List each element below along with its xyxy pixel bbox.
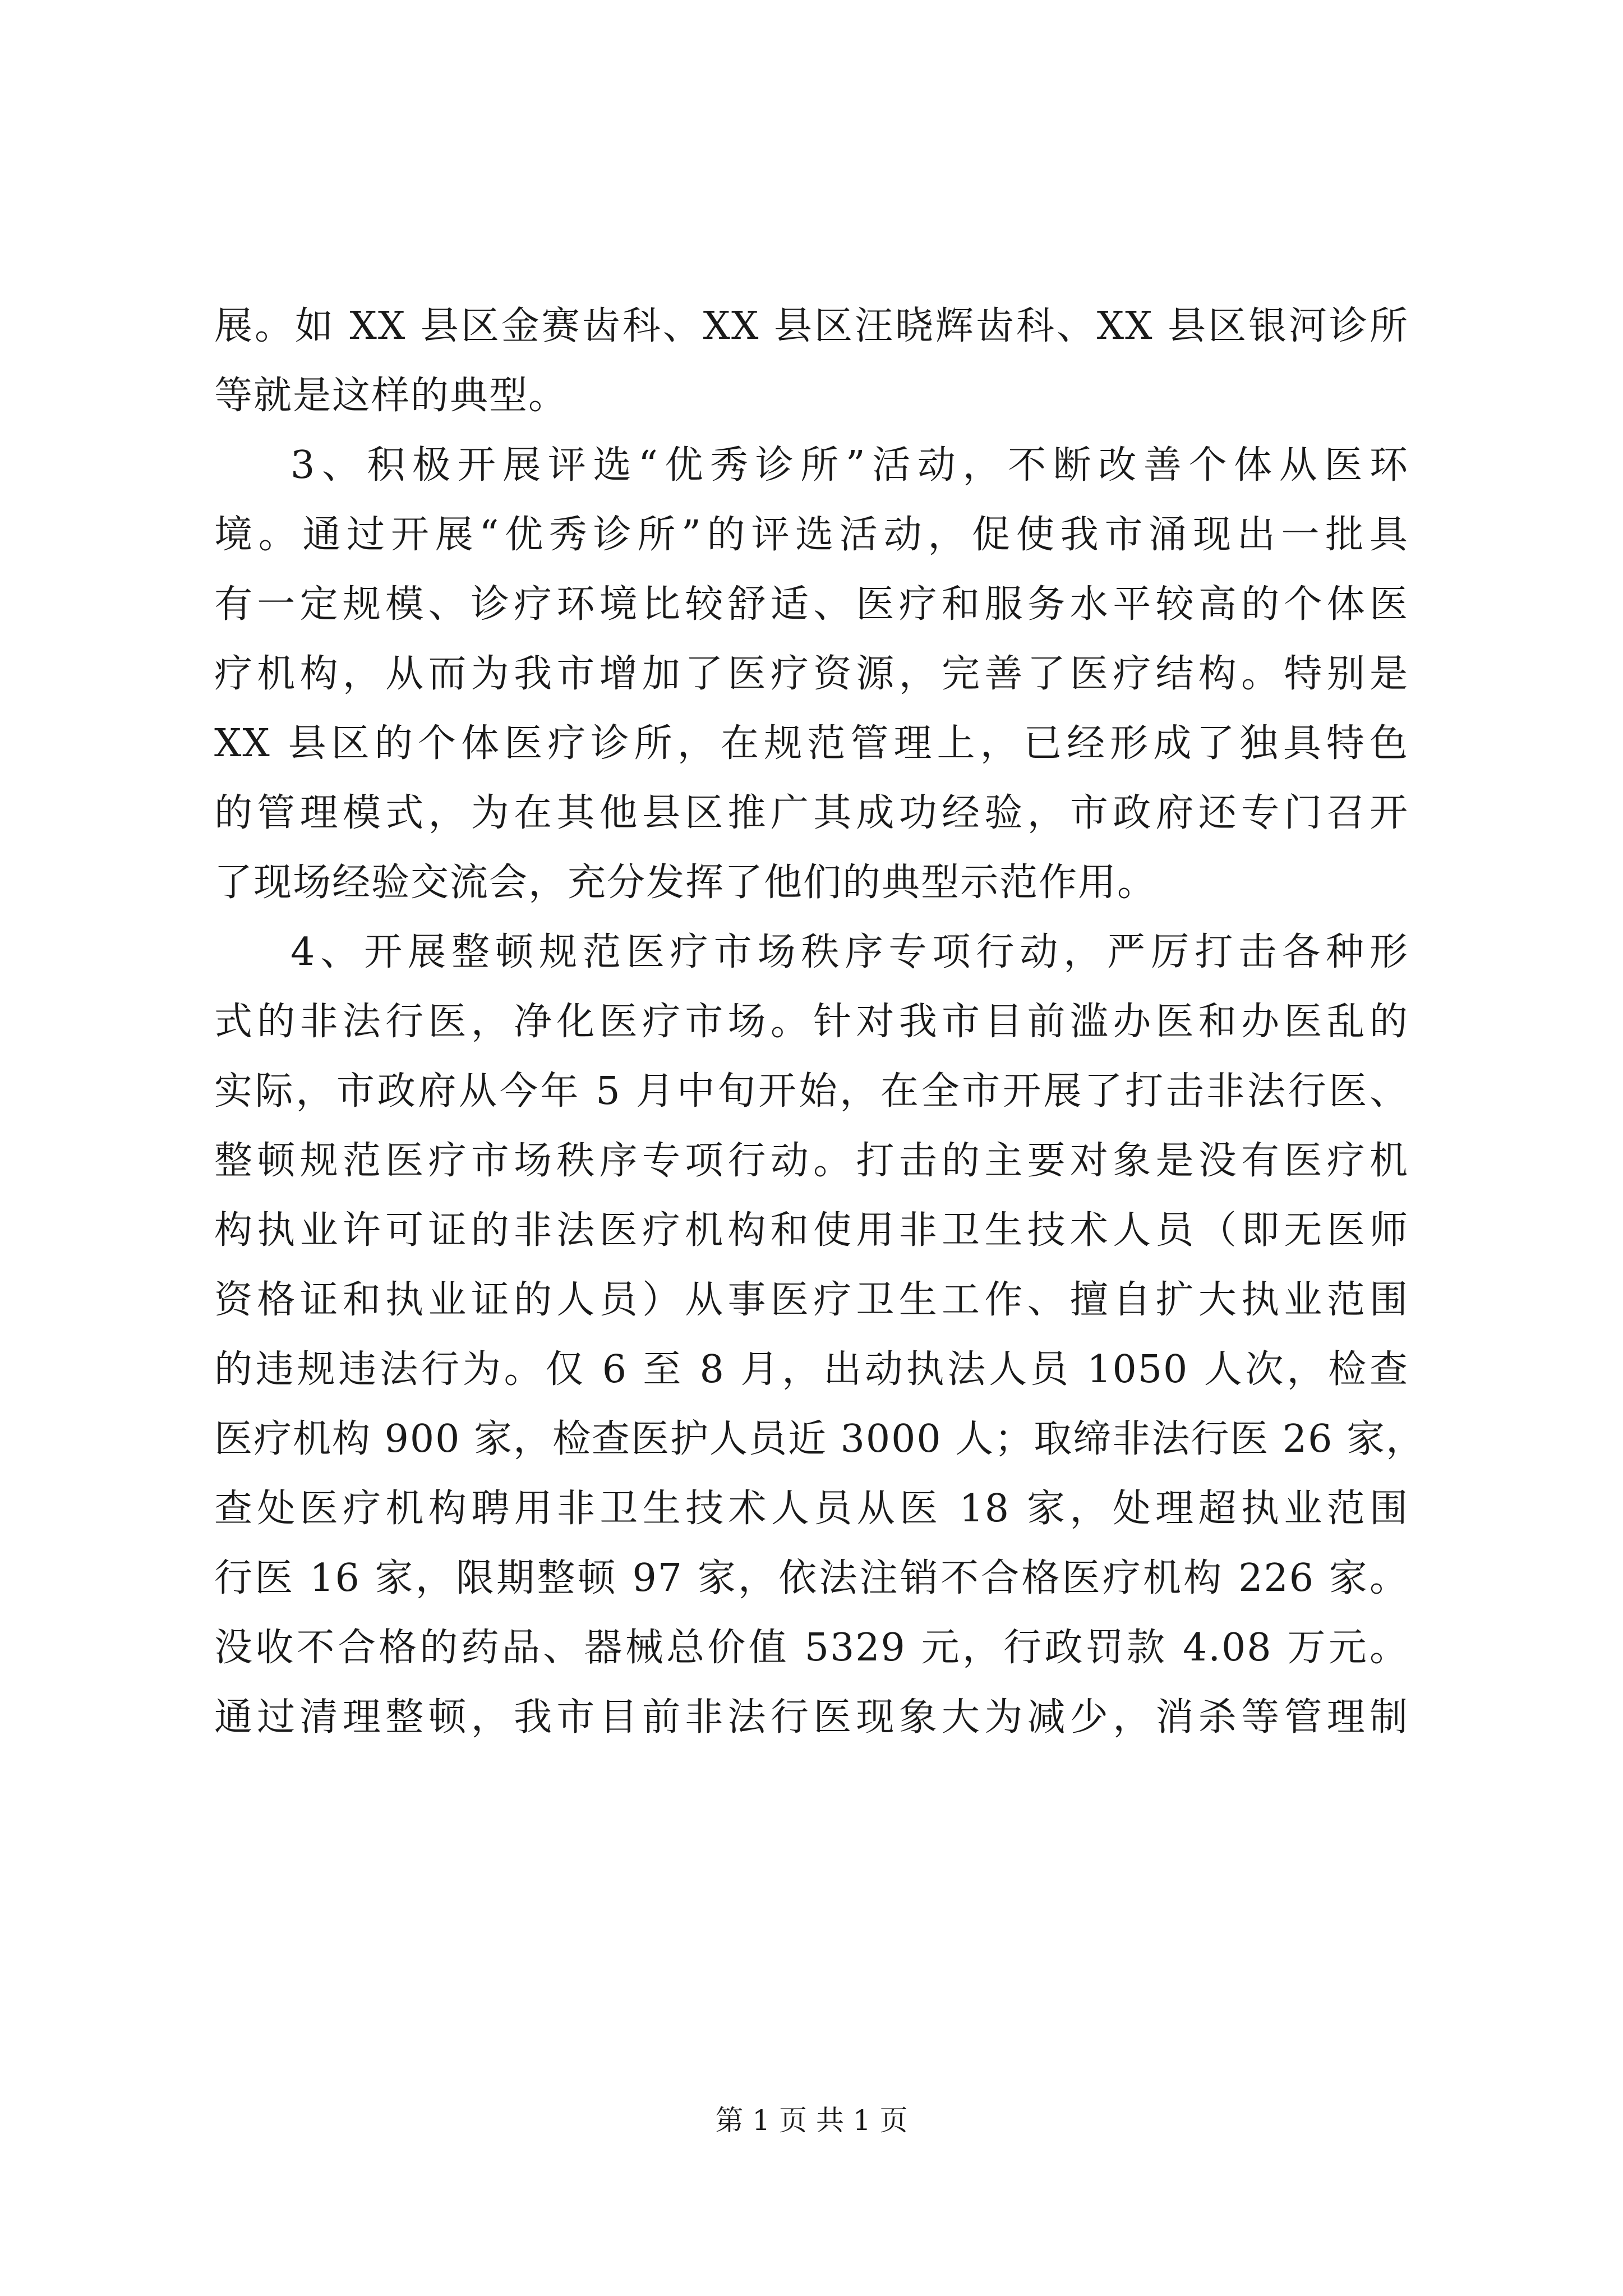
text-line: 境。通过开展“优秀诊所”的评选活动，促使我市涌现出一批具 (214, 513, 1409, 557)
text-line: 实际，市政府从今年 5 月中旬开始，在全市开展了打击非法行医、 (214, 1069, 1409, 1114)
text-line: 通过清理整顿，我市目前非法行医现象大为减少，消杀等管理制 (214, 1695, 1409, 1740)
text-line: 的违规违法行为。仅 6 至 8 月，出动执法人员 1050 人次，检查 (214, 1347, 1409, 1392)
text-line: 等就是这样的典型。 (214, 374, 568, 418)
text-line: 的管理模式，为在其他县区推广其成功经验，市政府还专门召开 (214, 791, 1409, 835)
text-line: 查处医疗机构聘用非卫生技术人员从医 18 家，处理超执业范围 (214, 1487, 1409, 1531)
text-line: 有一定规模、诊疗环境比较舒适、医疗和服务水平较高的个体医 (214, 582, 1409, 627)
text-line: 整顿规范医疗市场秩序专项行动。打击的主要对象是没有医疗机 (214, 1139, 1409, 1183)
text-line: 疗机构，从而为我市增加了医疗资源，完善了医疗结构。特别是 (214, 652, 1409, 696)
paragraph-start-line: 4、开展整顿规范医疗市场秩序专项行动，严厉打击各种形 (291, 930, 1409, 974)
body-text (214, 292, 1426, 1752)
text-line: 了现场经验交流会，充分发挥了他们的典型示范作用。 (214, 861, 1157, 905)
text-line: 展。如 XX 县区金赛齿科、XX 县区汪晓辉齿科、XX 县区银河诊所 (214, 304, 1409, 348)
page-footer: 第 1 页 共 1 页 (715, 2104, 908, 2137)
paragraph-start-line: 3、积极开展评选“优秀诊所”活动，不断改善个体从医环 (291, 443, 1409, 487)
text-line: 医疗机构 900 家，检查医护人员近 3000 人；取缔非法行医 26 家， (214, 1417, 1426, 1461)
text-line: 资格证和执业证的人员）从事医疗卫生工作、擅自扩大执业范围 (214, 1278, 1409, 1322)
text-line: XX 县区的个体医疗诊所，在规范管理上，已经形成了独具特色 (214, 721, 1409, 766)
text-line: 式的非法行医，净化医疗市场。针对我市目前滥办医和办医乱的 (214, 1000, 1409, 1044)
text-line: 构执业许可证的非法医疗机构和使用非卫生技术人员（即无医师 (214, 1208, 1409, 1253)
text-line: 行医 16 家，限期整顿 97 家，依法注销不合格医疗机构 226 家。 (214, 1556, 1409, 1600)
text-line: 没收不合格的药品、器械总价值 5329 元，行政罚款 4.08 万元。 (214, 1626, 1409, 1670)
